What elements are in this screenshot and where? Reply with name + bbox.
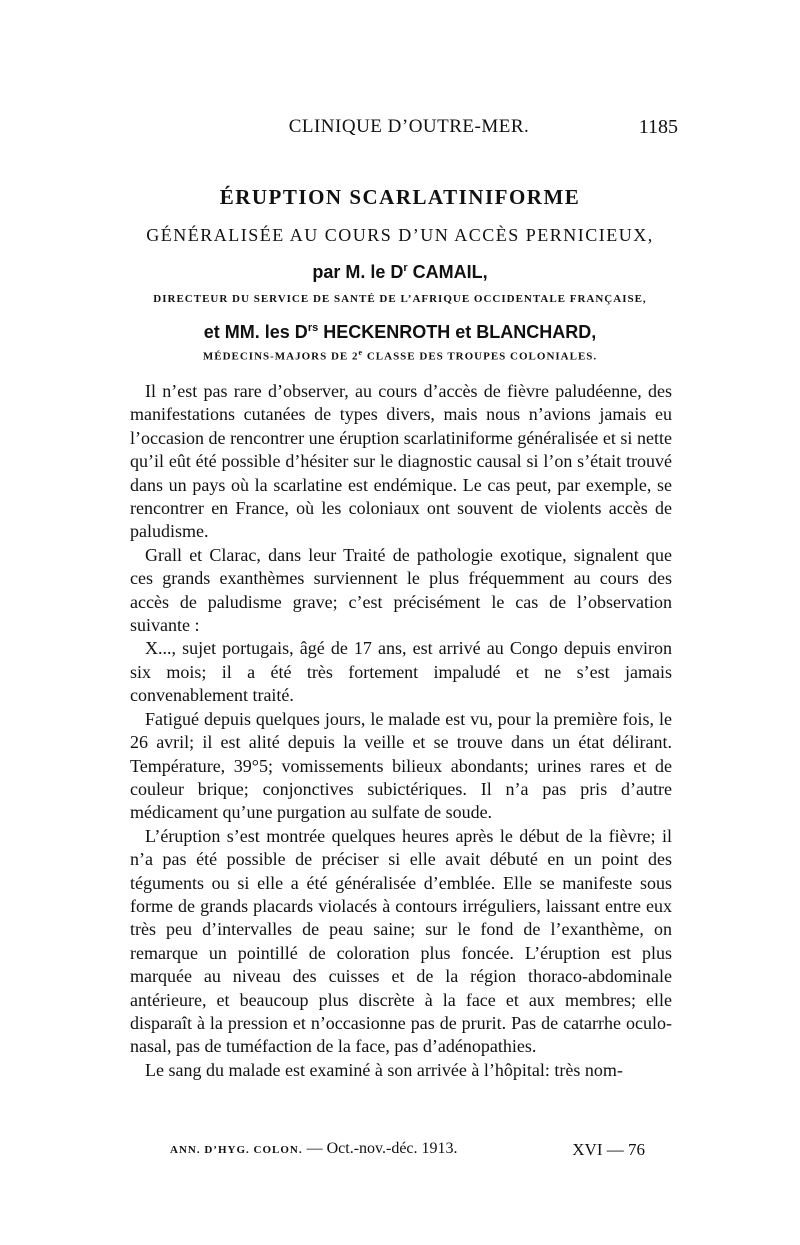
byline2-sup: rs [307,322,319,334]
author-byline-2 [0,322,800,343]
byline1-prefix: par M. le D [312,262,404,282]
page-number: 1185 [638,116,678,138]
article-title-line1: ÉRUPTION SCARLATINIFORME [219,185,581,209]
paragraph: L’éruption s’est montrée quelques heures après le début de la fièvre; il n’a pas été possible de préciser si elle avait débuté en un point des téguments ou si elle a été généralisée d’emblée. Elle se manifeste sous forme de grands placards violacés à contours irréguliers, laissant entre eux très peu d’intervalles de peau saine; sur le fond de l’exanthème, on remarque un pointillé de coloration plus foncée. L’éruption est plus marquée au niveau des cuisses et de la région thoraco-abdominale antérieure, et beaucoup plus discrète à la face et aux membres; elle disparaît à la pression et n’occasionne pas de prurit. Pas de catarrhe oculo-nasal, pas de tuméfaction de la face, pas d’adénopathies. [130,825,672,1057]
page-footer [170,1140,645,1164]
affiliation2-sup: e [358,348,364,357]
running-title: CLINIQUE D’OUTRE-MER. [288,116,530,137]
author-affiliation-2 [0,348,800,363]
signature-mark: XVI — 76 [572,1140,645,1159]
paragraph: Grall et Clarac, dans leur Traité de pathologie exotique, signalent que ces grands exanthèmes surviennent le plus fréquemment au cours des accès de paludisme grave; c’est précisément le cas de l’observation suivante : [130,544,672,636]
author-affiliation-1: DIRECTEUR DU SERVICE DE SANTÉ DE L’AFRIQUE OCCIDENTALE FRANÇAISE, [153,293,647,305]
affiliation2-prefix: MÉDECINS-MAJORS DE 2 [202,350,359,363]
affiliation2-suffix: CLASSE DES TROUPES COLONIALES. [363,350,598,363]
journal-issue: — Oct.-nov.-déc. 1913. [302,1140,458,1157]
article-body [130,380,672,1082]
byline2-prefix: et MM. les D [203,322,308,342]
paragraph: X..., sujet portugais, âgé de 17 ans, est arrivé au Congo depuis environ six mois; il a été très fortement impaludé et ne s’est jamais convenablement traité. [130,638,672,706]
paragraph: Il n’est pas rare d’observer, au cours d’accès de fièvre paludéenne, des manifestations cutanées de types divers, mais nous n’avions jamais eu l’occasion de rencontrer une éruption scarlatiniforme généralisée et si nette qu’il eût été possible d’hésiter sur le diagnostic causal si l’on s’était trouvé dans un pays où la scarlatine est endémique. Le cas peut, par exemple, se rencontrer en France, où les coloniaux ont souvent de violents accès de paludisme. [130,381,672,542]
byline2-name: HECKENROTH et BLANCHARD, [318,322,597,342]
journal-abbrev: ANN. D’HYG. COLON. [170,1144,303,1156]
running-header [140,116,678,146]
paragraph: Le sang du malade est examiné à son arrivée à l’hôpital: très nom- [145,1059,623,1080]
author-byline-1 [0,262,800,283]
byline1-name: CAMAIL, [407,262,488,282]
byline1-sup: r [403,262,408,274]
paragraph: Fatigué depuis quelques jours, le malade est vu, pour la première fois, le 26 avril; il est alité depuis la veille et se trouve dans un état délirant. Température, 39°5; vomissements bilieux abondants; urines rares et de couleur brique; conjonctives subictériques. Il n’a pas pris d’autre médicament qu’une purgation au sulfate de soude. [130,708,672,823]
article-title-line2: GÉNÉRALISÉE AU COURS D’UN ACCÈS PERNICIEUX, [146,225,654,245]
journal-citation [170,1140,458,1158]
